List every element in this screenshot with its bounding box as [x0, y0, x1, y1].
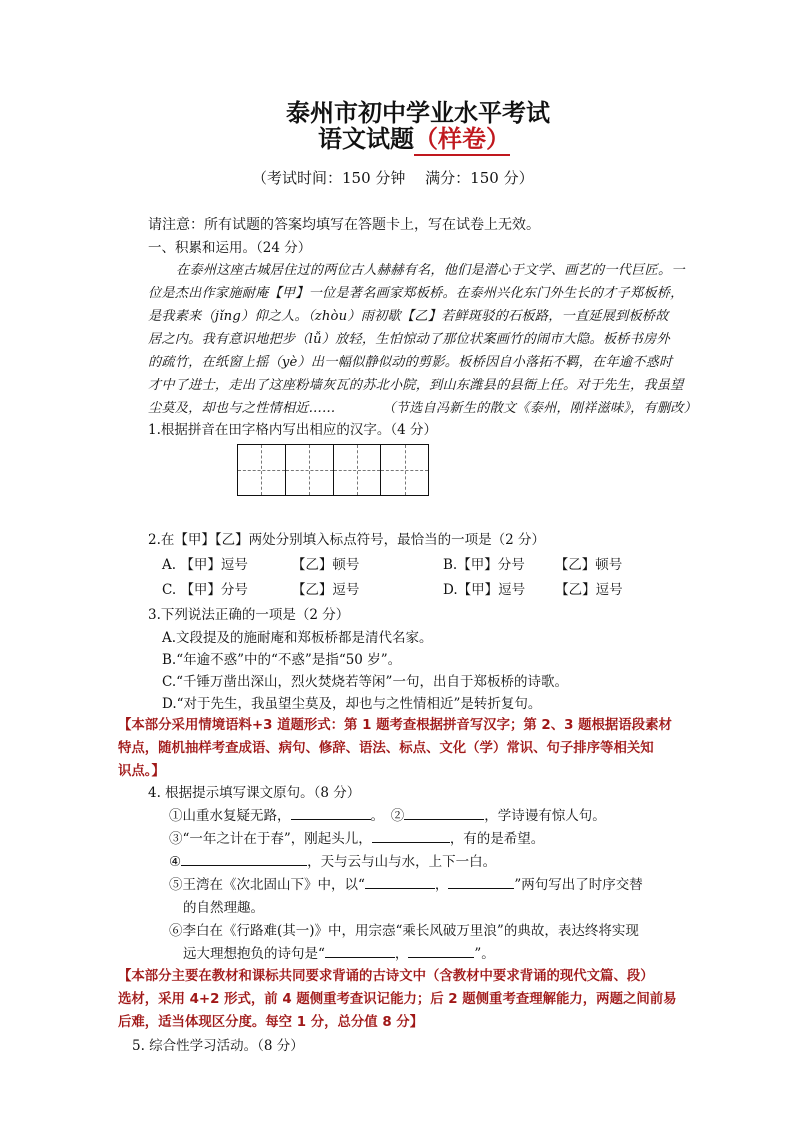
q4-line-4: ⑤王湾在《次北固山下》中，以“ ， ”两句写出了时序交替: [169, 873, 643, 893]
tianzige-grid[interactable]: [237, 444, 429, 496]
answer-blank[interactable]: [448, 875, 514, 890]
sample-tag: （样卷）: [414, 124, 510, 156]
answer-blank[interactable]: [291, 806, 371, 821]
answer-blank[interactable]: [408, 944, 474, 959]
q3-option-c[interactable]: C.“千锤万凿出深山，烈火焚烧若等闲”一句，出自于郑板桥的诗歌。: [162, 674, 568, 690]
note-line: 选材，采用 4+2 形式，前 4 题侧重考查识记能力；后 2 题侧重考查理解能力，两题之间前易: [118, 992, 677, 1007]
q3-option-b[interactable]: B.“年逾不惑”中的“不惑”是指“50 岁”。: [162, 652, 402, 668]
answer-blank[interactable]: [372, 829, 450, 844]
grid-cell[interactable]: [381, 445, 428, 495]
q3-option-d[interactable]: D.“对于先生，我虽望尘莫及，却也与之性情相近”是转折复句。: [162, 696, 542, 712]
answer-blank[interactable]: [181, 852, 307, 867]
page-subtitle: [318, 119, 510, 154]
q4-line-4b: 的自然理趣。: [183, 900, 264, 916]
question-1: 1.根据拼音在田字格内写出相应的汉字。（4 分）: [148, 422, 438, 438]
q4-line-5: ⑥李白在《行路难(其一)》中，用宗悫“乘长风破万里浪”的典故，表达终将实现: [169, 923, 639, 939]
passage-line: 才中了进士，走出了这座粉墙灰瓦的苏北小院，到山东潍县的县衙上任。对于先生，我虽望: [148, 378, 684, 393]
q4-line-3: ④ ，天与云与山与水，上下一白。: [169, 850, 496, 870]
grid-cell[interactable]: [286, 445, 334, 495]
q2-option-a[interactable]: A. 【甲】逗号 【乙】顿号: [162, 557, 360, 573]
question-3: 3.下列说法正确的一项是（2 分）: [148, 607, 350, 623]
answer-blank[interactable]: [404, 806, 484, 821]
passage-line: 的疏竹，在纸窗上摇（yè）出一幅似静似动的剪影。板桥因自小落拓不羁，在年逾不惑时: [148, 355, 673, 370]
notice: 请注意：所有试题的答案均填写在答题卡上，写在试卷上无效。: [148, 217, 540, 233]
q3-option-a[interactable]: A.文段提及的施耐庵和郑板桥都是清代名家。: [162, 630, 433, 646]
page-title: 泰州市初中学业水平考试: [286, 98, 550, 127]
exam-meta: （考试时间：150 分钟 满分：150 分）: [252, 169, 534, 187]
note-line: 【本部分采用情境语料+3 道题形式：第 1 题考查根据拼音写汉字；第 2、3 题根据语段素材: [118, 718, 672, 733]
grid-cell[interactable]: [334, 445, 382, 495]
q2-option-c[interactable]: C. 【甲】分号 【乙】逗号: [162, 582, 360, 598]
passage-line: 位是杰出作家施耐庵【甲】一位是著名画家郑板桥。在泰州兴化东门外生长的才子郑板桥，: [148, 286, 684, 301]
q2-option-d[interactable]: D.【甲】逗号 【乙】逗号: [443, 582, 623, 598]
section-heading: 一、积累和运用。（24 分）: [148, 240, 312, 256]
q4-line-2: ③“一年之计在于春”，刚起头儿， ，有的是希望。: [169, 827, 544, 847]
question-4: 4. 根据提示填写课文原句。（8 分）: [148, 785, 361, 801]
note-line: 【本部分主要在教材和课标共同要求背诵的古诗文中（含教材中要求背诵的现代文篇、段）: [118, 969, 654, 984]
note-line: 识点。】: [118, 764, 165, 779]
question-2: 2.在【甲】【乙】两处分别填入标点符号，最恰当的一项是（2 分）: [148, 532, 546, 548]
q4-line-1: ①山重水复疑无路， 。 ② ，学诗谩有惊人句。: [169, 804, 606, 824]
passage-line: 在泰州这座古城居住过的两位古人赫赫有名，他们是潜心于文学、画艺的一代巨匠。一: [176, 263, 685, 278]
question-5: 5. 综合性学习活动。（8 分）: [132, 1038, 304, 1054]
passage-line: 居之内。我有意识地把步（lǚ）放轻，生怕惊动了那位状案画竹的闹市大隐。板桥书房外: [148, 332, 670, 347]
passage-line: 是我素来（jǐng）仰之人。（zhòu）雨初歇【乙】若鲜斑驳的石板路，一直延展到板桥故: [148, 309, 669, 324]
note-line: 后难，适当体现区分度。每空 1 分，总分值 8 分】: [118, 1015, 424, 1030]
subtitle-text: 语文试题: [318, 124, 414, 153]
q4-line-5b: 远大理想抱负的诗句是“ ， ”。: [183, 942, 495, 962]
q2-option-b[interactable]: B.【甲】分号 【乙】顿号: [443, 557, 623, 573]
answer-blank[interactable]: [365, 875, 435, 890]
passage-line: 尘莫及，却也与之性情相近…… （节选自冯新生的散文《泰州，刚祥滋味》，有删改）: [148, 401, 698, 416]
grid-cell[interactable]: [238, 445, 286, 495]
answer-blank[interactable]: [325, 944, 395, 959]
note-line: 特点，随机抽样考查成语、病句、修辞、语法、标点、文化（学）常识、句子排序等相关知: [118, 741, 654, 756]
